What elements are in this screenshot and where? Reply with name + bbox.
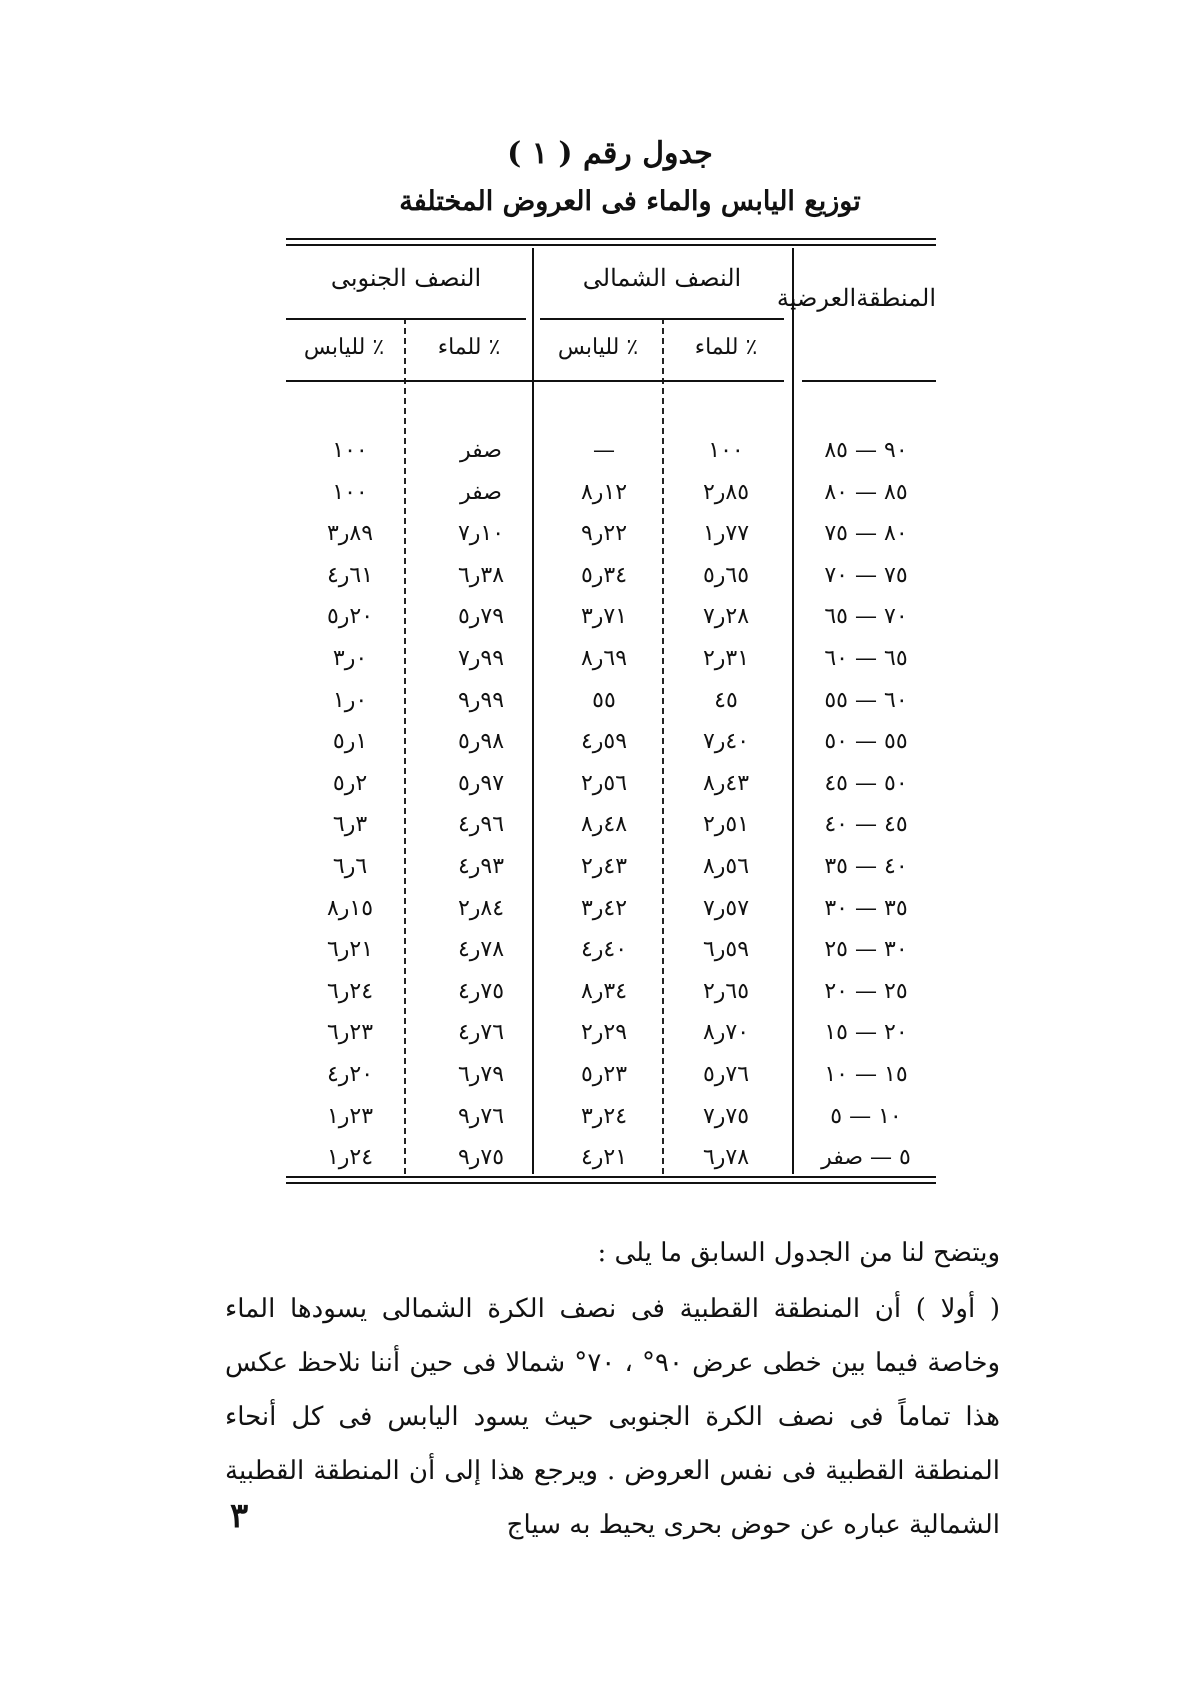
- latitude-band: ٦٠ — ٥٥: [824, 687, 908, 713]
- table-row: [286, 888, 936, 930]
- south-water-percent: ٩٧ر٥: [457, 770, 505, 796]
- table-row: [286, 555, 936, 597]
- page-number: ٣: [230, 1496, 249, 1536]
- north-land-percent: ٣٤ر٨: [580, 978, 628, 1004]
- latitude-band: ٤٠ — ٣٥: [824, 853, 908, 879]
- south-land-percent: ٢٠ر٤: [326, 1061, 374, 1087]
- south-water-percent: ١٠ر٧: [457, 521, 505, 547]
- top-rule-2: [286, 244, 936, 246]
- south-land-percent: ٨٩ر٣: [326, 521, 374, 547]
- table-row: [286, 1137, 936, 1179]
- latitude-band: ٨٥ — ٨٠: [824, 479, 908, 505]
- latitude-band: ٣٥ — ٣٠: [824, 895, 908, 921]
- north-water-percent: ٤٣ر٨: [702, 770, 750, 796]
- north-land-percent: ١٢ر٨: [580, 479, 628, 505]
- south-land-percent: ١٠٠: [332, 438, 368, 463]
- table-row: [286, 513, 936, 555]
- table-row: [286, 430, 936, 472]
- table-row: [286, 971, 936, 1013]
- south-water-percent: ٩٩ر٧: [457, 645, 505, 671]
- south-water-percent: ٨٤ر٢: [457, 895, 505, 921]
- south-water-percent: ٧٩ر٦: [457, 1061, 505, 1087]
- table-row: [286, 763, 936, 805]
- south-land-percent: ٢٤ر١: [326, 1145, 374, 1171]
- north-land-percent: ٧١ر٣: [580, 604, 628, 630]
- south-land-percent: ٣ر٦: [332, 812, 368, 838]
- south-water-percent: ٩٨ر٥: [457, 729, 505, 755]
- south-water-percent: ٧٥ر٩: [457, 1145, 505, 1171]
- latitude-band: ٣٠ — ٢٥: [824, 937, 908, 963]
- header-latitude: المنطقةالعرضية: [776, 284, 936, 312]
- north-water-percent: ٥١ر٢: [702, 812, 750, 838]
- north-water-percent: ٥٧ر٧: [702, 895, 750, 921]
- north-land-percent: ٦٩ر٨: [580, 645, 628, 671]
- latitude-band: ٥٥ — ٥٠: [824, 729, 908, 755]
- north-water-percent: ٤٥: [714, 687, 738, 713]
- north-land-percent: ٥٦ر٢: [580, 770, 628, 796]
- south-water-percent: ٣٨ر٦: [457, 562, 505, 588]
- table-row: [286, 804, 936, 846]
- table-row: [286, 472, 936, 514]
- south-water-percent: ٧٥ر٤: [457, 978, 505, 1004]
- latitude-band: ٤٥ — ٤٠: [824, 812, 908, 838]
- sub-header-rule: [286, 380, 784, 382]
- latitude-band: ٨٠ — ٧٥: [824, 521, 908, 547]
- south-land-percent: ٢٠ر٥: [326, 604, 374, 630]
- north-land-percent: ٤٠ر٤: [580, 937, 628, 963]
- subheader-north-water: ٪ للماء: [694, 335, 758, 360]
- south-land-percent: ٠ر٣: [332, 645, 368, 671]
- table-row: [286, 846, 936, 888]
- south-water-percent: ٩٩ر٩: [457, 687, 505, 713]
- header-south: النصف الجنوبى: [330, 264, 482, 292]
- north-water-percent: ٨٥ر٢: [702, 479, 750, 505]
- north-water-percent: ٥٦ر٨: [702, 853, 750, 879]
- south-water-percent: ٧٦ر٩: [457, 1103, 505, 1129]
- south-land-percent: ١ر٥: [332, 729, 368, 755]
- subheader-south-land: ٪ لليابس: [303, 335, 385, 360]
- north-water-percent: ٧٨ر٦: [702, 1145, 750, 1171]
- table-row: [286, 929, 936, 971]
- latitude-band: ٥٠ — ٤٥: [824, 770, 908, 796]
- bottom-rule-2: [286, 1182, 936, 1184]
- south-land-percent: ٦١ر٤: [326, 562, 374, 588]
- north-water-percent: ٢٨ر٧: [702, 604, 750, 630]
- latitude-band: ٢٥ — ٢٠: [824, 978, 908, 1004]
- south-land-percent: ٢٤ر٦: [326, 978, 374, 1004]
- south-water-percent: ٧٦ر٤: [457, 1020, 505, 1046]
- north-water-percent: ١٠٠: [708, 438, 744, 463]
- latitude-band: ٥ — صفر: [821, 1145, 911, 1171]
- table-row: [286, 1096, 936, 1138]
- table-row: [286, 721, 936, 763]
- latitude-band: ٧٥ — ٧٠: [824, 562, 908, 588]
- north-land-percent: ٢٤ر٣: [580, 1103, 628, 1129]
- north-water-percent: ٧٠ر٨: [702, 1020, 750, 1046]
- north-land-percent: ٢٢ر٩: [580, 521, 628, 547]
- north-water-percent: ٧٧ر١: [702, 521, 750, 547]
- north-land-percent: ٤٨ر٨: [580, 812, 628, 838]
- north-land-percent: —: [593, 438, 615, 463]
- table-title: جدول رقم ( ١ ): [507, 136, 713, 171]
- north-water-percent: ٥٩ر٦: [702, 937, 750, 963]
- header-north: النصف الشمالى: [582, 264, 742, 292]
- intro-line: ويتضح لنا من الجدول السابق ما يلى :: [597, 1238, 1000, 1268]
- table-row: [286, 1012, 936, 1054]
- south-water-percent: ٩٦ر٤: [457, 812, 505, 838]
- bottom-rule: [286, 1176, 936, 1178]
- north-land-percent: ٥٥: [592, 687, 616, 713]
- latitude-band: ١٠ — ٥: [830, 1103, 902, 1129]
- table-row: [286, 680, 936, 722]
- top-rule: [286, 238, 936, 240]
- north-land-percent: ٢٩ر٢: [580, 1020, 628, 1046]
- north-water-percent: ٣١ر٢: [702, 645, 750, 671]
- latitude-band: ٦٥ — ٦٠: [824, 645, 908, 671]
- south-water-percent: ٧٨ر٤: [457, 937, 505, 963]
- south-land-percent: ٦ر٦: [332, 853, 368, 879]
- south-water-percent: صفر: [460, 438, 502, 463]
- south-land-percent: ١٠٠: [332, 479, 368, 505]
- north-land-percent: ٢٣ر٥: [580, 1061, 628, 1087]
- south-land-percent: ٢ر٥: [332, 770, 368, 796]
- data-table: [286, 240, 936, 1190]
- latitude-band: ٩٠ — ٨٥: [824, 438, 908, 463]
- south-water-percent: ٧٩ر٥: [457, 604, 505, 630]
- north-water-percent: ٦٥ر٢: [702, 978, 750, 1004]
- north-land-percent: ٢١ر٤: [580, 1145, 628, 1171]
- table-row: [286, 638, 936, 680]
- north-water-percent: ٦٥ر٥: [702, 562, 750, 588]
- north-land-percent: ٣٤ر٥: [580, 562, 628, 588]
- south-water-percent: صفر: [460, 479, 502, 505]
- table-row: [286, 1054, 936, 1096]
- north-land-percent: ٤٣ر٢: [580, 853, 628, 879]
- south-land-percent: ٢٣ر١: [326, 1103, 374, 1129]
- latitude-band: ٧٠ — ٦٥: [824, 604, 908, 630]
- south-land-percent: ٠ر١: [332, 687, 368, 713]
- table-body: [286, 430, 936, 1179]
- south-water-percent: ٩٣ر٤: [457, 853, 505, 879]
- north-land-percent: ٤٢ر٣: [580, 895, 628, 921]
- latitude-band: ٢٠ — ١٥: [824, 1020, 908, 1046]
- table-row: [286, 596, 936, 638]
- subheader-north-land: ٪ لليابس: [557, 335, 639, 360]
- south-header-rule: [286, 318, 526, 320]
- south-land-percent: ٢٣ر٦: [326, 1020, 374, 1046]
- north-water-percent: ٤٠ر٧: [702, 729, 750, 755]
- table-subtitle: توزيع اليابس والماء فى العروض المختلفة: [399, 186, 861, 217]
- north-header-rule: [540, 318, 784, 320]
- north-water-percent: ٧٥ر٧: [702, 1103, 750, 1129]
- lat-header-rule: [802, 380, 936, 382]
- subheader-south-water: ٪ للماء: [437, 335, 501, 360]
- south-land-percent: ٢١ر٦: [326, 937, 374, 963]
- north-water-percent: ٧٦ر٥: [702, 1061, 750, 1087]
- latitude-band: ١٥ — ١٠: [824, 1061, 908, 1087]
- paragraph: ( أولا ) أن المنطقة القطبية فى نصف الكرة الشمالى يسودها الماء وخاصة فيما بين خطى عرض ٩٠° ، ٧٠° شمالا فى حين أننا نلاحظ عكس هذا تماماً فى نصف الكرة الجنوبى حيث يسود اليابس فى كل أنحاء المنطقة القطبية فى نفس العروض . ويرجع هذا إلى أن المنطقة القطبية الشمالية عباره عن حوض بحرى يحيط به سياج: [225, 1294, 1001, 1540]
- south-land-percent: ١٥ر٨: [326, 895, 374, 921]
- north-land-percent: ٥٩ر٤: [580, 729, 628, 755]
